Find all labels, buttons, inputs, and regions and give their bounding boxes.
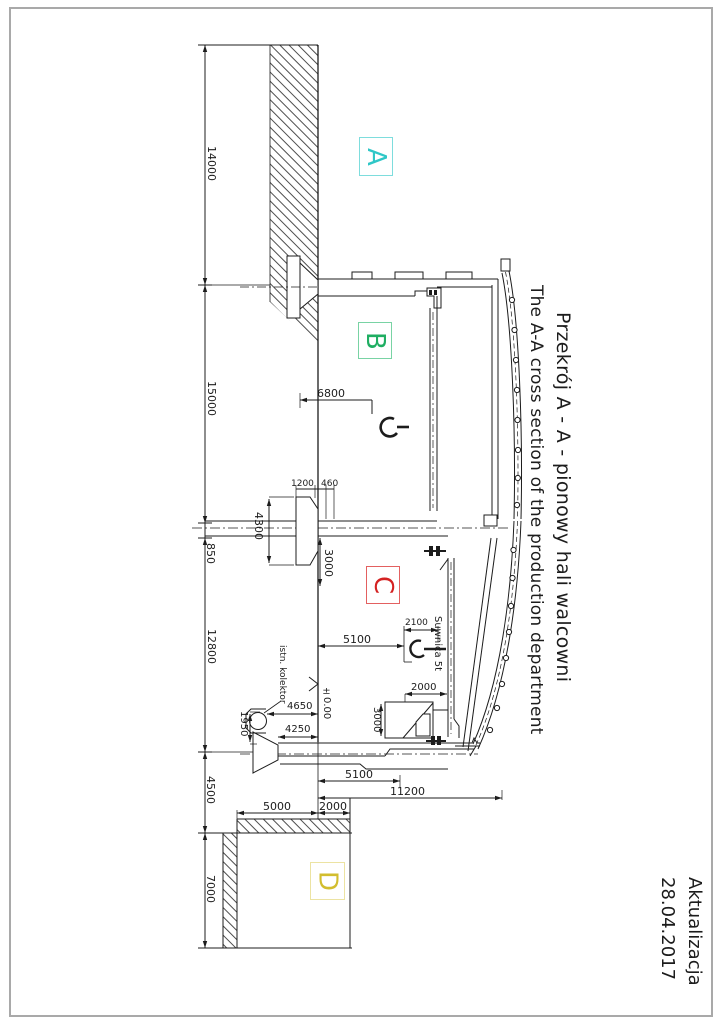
foundation-pit [381, 694, 448, 738]
zone-box-a [359, 137, 393, 176]
zone-label-b: B [360, 331, 390, 350]
revision-label: Aktualizacja [684, 877, 705, 986]
roof-bay-b [318, 272, 498, 519]
dim-15000: 15000 [205, 381, 218, 416]
dim-4500: 4500 [204, 776, 217, 804]
dim-6800: 6800 [317, 387, 345, 400]
zone-box-d [310, 862, 345, 900]
dim-850: 850 [204, 543, 217, 564]
dim-1950: 1950 [238, 711, 249, 737]
drawing-title-en: The A-A cross section of the production department [526, 285, 546, 735]
dim-12800: 12800 [205, 629, 218, 664]
zone-label-d: D [312, 870, 343, 892]
dim-2000-pit: 2000 [411, 682, 437, 693]
zone-box-b [358, 322, 392, 359]
collector-label: istn. kolektor [277, 645, 287, 704]
axis-band-850 [192, 515, 508, 738]
dim-11200: 11200 [390, 785, 425, 798]
roof-truss-bay-b [501, 259, 522, 519]
dim-4650: 4650 [287, 701, 313, 712]
bottom-wall [240, 732, 480, 773]
dim-7000: 7000 [204, 875, 217, 903]
dim-1200: 1200 [291, 479, 314, 489]
dim-2100: 2100 [405, 618, 428, 628]
roof-truss-bay-c [455, 521, 521, 756]
dim-5100-crane: 5100 [343, 633, 371, 646]
crane-label: Suwnica 5t [432, 616, 443, 672]
dim-4250: 4250 [285, 724, 311, 735]
dim-14000: 14000 [205, 146, 218, 181]
dim-460: 460 [321, 479, 339, 489]
dim-3000-pit: 3000 [371, 707, 382, 733]
zone-box-c [366, 566, 400, 604]
dim-3000-column: 3000 [322, 549, 335, 577]
dim-5100-wall: 5100 [345, 768, 373, 781]
zone-label-a: A [361, 147, 391, 166]
zone-label-c: C [368, 575, 398, 595]
dim-2000-d: 2000 [319, 800, 347, 813]
level-mark-0: ±0.00 [321, 686, 332, 720]
drawing-title-pl: Przekrój A - A - pionowy hali walcowni [552, 312, 574, 683]
dim-4300: 4300 [252, 512, 265, 540]
dim-5000: 5000 [263, 800, 291, 813]
revision-date: 28.04.2017 [657, 877, 678, 981]
